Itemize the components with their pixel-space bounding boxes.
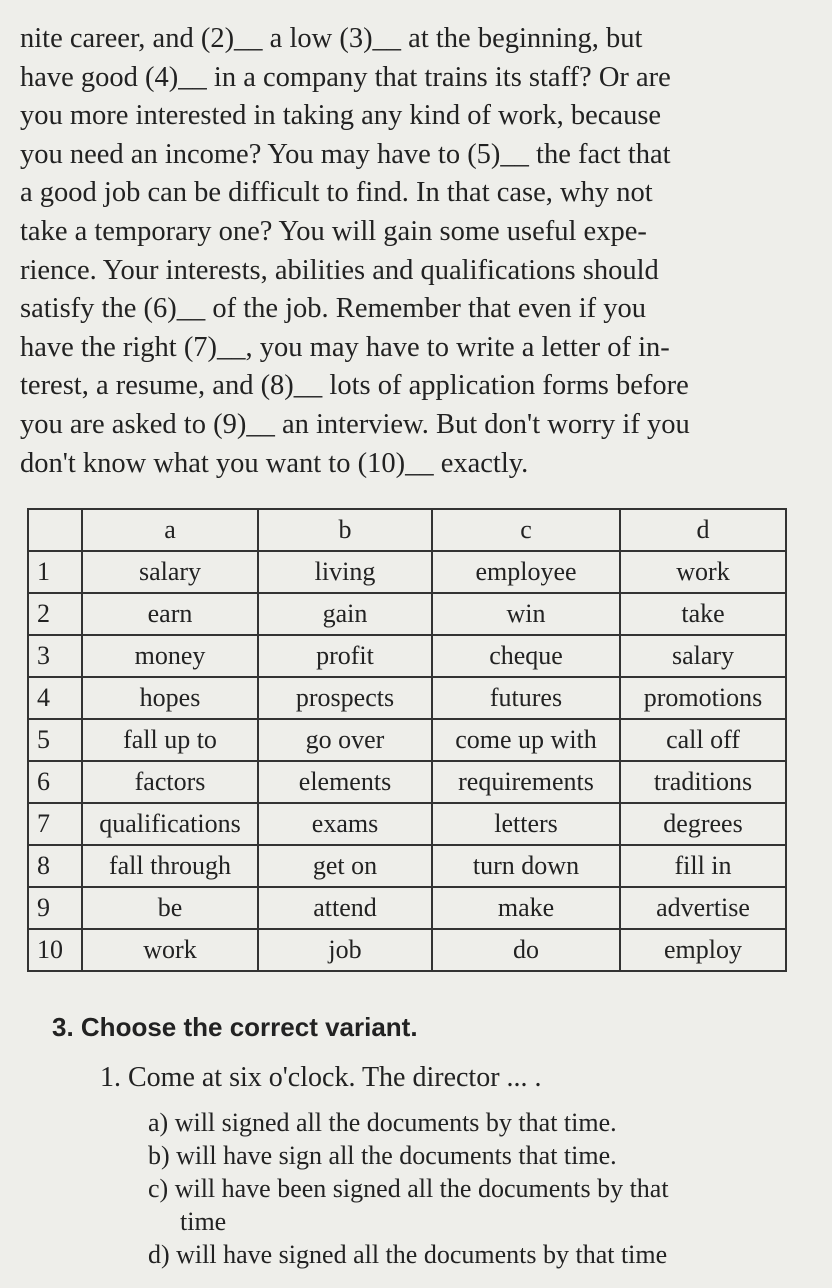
passage-line: you more interested in taking any kind of work, because — [20, 100, 662, 132]
reading-passage — [20, 20, 790, 483]
table-cell: money — [82, 635, 258, 677]
section-title: 3. Choose the correct variant. — [52, 1012, 418, 1042]
row-number: 10 — [28, 929, 82, 971]
row-number: 5 — [28, 719, 82, 761]
passage-line: a good job can be difficult to find. In that case, why not — [20, 177, 653, 209]
table-cell: work — [620, 551, 786, 593]
table-cell: go over — [258, 719, 432, 761]
answer-option-b: b) will have sign all the documents that time. — [148, 1141, 617, 1170]
table-row — [28, 677, 786, 719]
passage-line: rience. Your interests, abilities and qualifications should — [20, 254, 659, 286]
table-row — [28, 887, 786, 929]
table-header-row — [28, 509, 786, 551]
passage-line: take a temporary one? You will gain some useful expe- — [20, 215, 647, 247]
table-cell: prospects — [258, 677, 432, 719]
passage-line: have good (4)__ in a company that trains its staff? Or are — [20, 61, 671, 93]
table-cell: employ — [620, 929, 786, 971]
answer-option-c-continuation: time — [180, 1207, 227, 1236]
passage-line: have the right (7)__, you may have to write a letter of in- — [20, 331, 670, 363]
table-row — [28, 803, 786, 845]
table-header-cell: b — [258, 509, 432, 551]
table-cell: living — [258, 551, 432, 593]
table-cell: get on — [258, 845, 432, 887]
passage-line: satisfy the (6)__ of the job. Remember that even if you — [20, 293, 647, 325]
table-cell: call off — [620, 719, 786, 761]
table-cell: cheque — [432, 635, 620, 677]
table-cell: make — [432, 887, 620, 929]
table-cell: salary — [620, 635, 786, 677]
table-row — [28, 551, 786, 593]
passage-line: you are asked to (9)__ an interview. But don't worry if you — [20, 408, 690, 440]
table-cell: factors — [82, 761, 258, 803]
table-cell: be — [82, 887, 258, 929]
table-cell: salary — [82, 551, 258, 593]
table-cell: take — [620, 593, 786, 635]
row-number: 3 — [28, 635, 82, 677]
passage-line: don't know what you want to (10)__ exactly. — [20, 447, 529, 479]
table-cell: come up with — [432, 719, 620, 761]
table-cell: fill in — [620, 845, 786, 887]
table-cell: win — [432, 593, 620, 635]
table-cell: requirements — [432, 761, 620, 803]
row-number: 4 — [28, 677, 82, 719]
answer-option-a: a) will signed all the documents by that time. — [148, 1108, 617, 1137]
table-cell: promotions — [620, 677, 786, 719]
row-number: 8 — [28, 845, 82, 887]
passage-line: terest, a resume, and (8)__ lots of application forms before — [20, 370, 689, 402]
row-number: 6 — [28, 761, 82, 803]
table-header-cell: a — [82, 509, 258, 551]
row-number: 9 — [28, 887, 82, 929]
table-header-cell: d — [620, 509, 786, 551]
table-cell: job — [258, 929, 432, 971]
table-header-cell: c — [432, 509, 620, 551]
answer-options — [148, 1106, 669, 1271]
table-row — [28, 635, 786, 677]
passage-line: nite career, and (2)__ a low (3)__ at the beginning, but — [20, 23, 643, 54]
question-prompt: 1. Come at six o'clock. The director ... . — [100, 1062, 542, 1093]
table-cell: do — [432, 929, 620, 971]
table-cell: fall through — [82, 845, 258, 887]
table-cell: fall up to — [82, 719, 258, 761]
table-cell: futures — [432, 677, 620, 719]
table-row — [28, 845, 786, 887]
table-cell: elements — [258, 761, 432, 803]
table-cell: exams — [258, 803, 432, 845]
table-cell: earn — [82, 593, 258, 635]
table-cell: profit — [258, 635, 432, 677]
table-header-cell — [28, 509, 82, 551]
table-row — [28, 719, 786, 761]
table-row — [28, 593, 786, 635]
table-cell: turn down — [432, 845, 620, 887]
passage-line: you need an income? You may have to (5)__ the fact that — [20, 138, 671, 170]
table-cell: gain — [258, 593, 432, 635]
table-cell: attend — [258, 887, 432, 929]
row-number: 7 — [28, 803, 82, 845]
table-cell: degrees — [620, 803, 786, 845]
row-number: 1 — [28, 551, 82, 593]
answer-option-c: c) will have been signed all the documents by that — [148, 1174, 669, 1203]
table-cell: qualifications — [82, 803, 258, 845]
table-row — [28, 761, 786, 803]
table-row — [28, 929, 786, 971]
answer-option-d: d) will have signed all the documents by that time — [148, 1240, 668, 1269]
table-cell: work — [82, 929, 258, 971]
table-cell: employee — [432, 551, 620, 593]
row-number: 2 — [28, 593, 82, 635]
table-cell: hopes — [82, 677, 258, 719]
table-cell: advertise — [620, 887, 786, 929]
table-cell: letters — [432, 803, 620, 845]
answer-choices-table — [27, 508, 787, 972]
table-cell: traditions — [620, 761, 786, 803]
